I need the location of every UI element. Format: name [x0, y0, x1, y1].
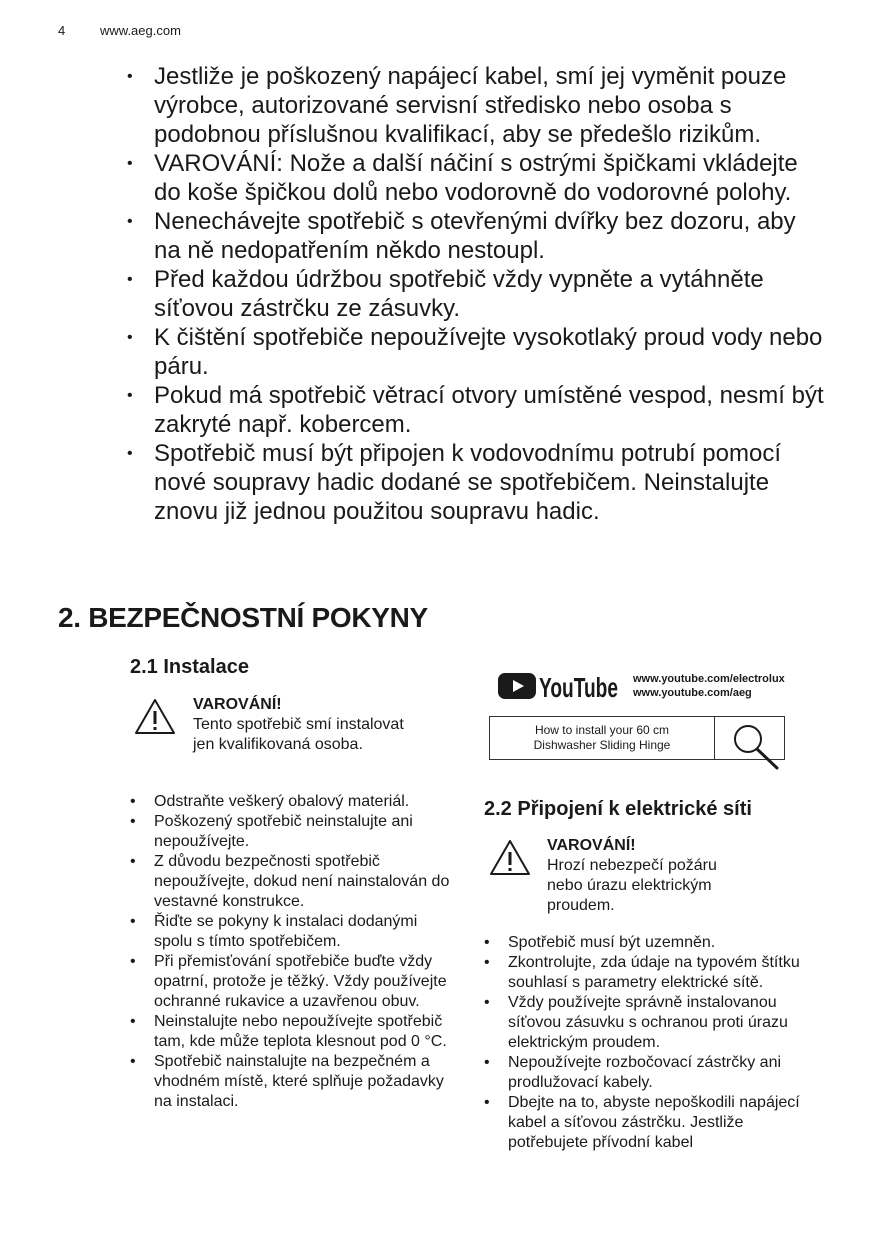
list-item: • Nepoužívejte rozbočovací zástrčky ani prodlužovací kabely. — [482, 1053, 812, 1093]
warning-triangle-icon — [134, 698, 176, 736]
list-item: • Řiďte se pokyny k instalaci dodanými spolu s tímto spotřebičem. — [128, 912, 458, 952]
video-search-box[interactable] — [489, 716, 785, 760]
installation-heading: 2.1 Instalace — [130, 656, 249, 678]
warning-title: VAROVÁNÍ! — [193, 696, 282, 713]
list-item: • Spotřebič musí být připojen k vodovodnímu potrubí pomocí nové soupravy hadic dodané se spotřebičem. Neinstalujte znovu již jednou použitou soupravu hadic. — [127, 439, 827, 526]
search-query-line: How to install your 60 cm — [534, 723, 670, 737]
intro-bullet-list — [127, 62, 827, 526]
youtube-urls — [633, 672, 785, 700]
search-query — [490, 723, 714, 753]
list-item: • Vždy používejte správně instalovanou síťovou zásuvku s ochranou proti úrazu elektrickým proudem. — [482, 993, 812, 1053]
electrical-bullet-list — [482, 933, 812, 1153]
list-item: • Před každou údržbou spotřebič vždy vypněte a vytáhněte síťovou zástrčku ze zásuvky. — [127, 265, 827, 323]
list-item: • Spotřebič nainstalujte na bezpečném a vhodném místě, které splňuje požadavky na instalaci. — [128, 1052, 458, 1112]
installation-bullet-list — [128, 792, 458, 1112]
section-title: 2. BEZPEČNOSTNÍ POKYNY — [58, 602, 428, 633]
youtube-wordmark: YouTube — [539, 672, 618, 703]
list-item: • Dbejte na to, abyste nepoškodili napájecí kabel a síťovou zástrčku. Jestliže potřebujete přívodní kabel — [482, 1093, 812, 1153]
list-item: • Zkontrolujte, zda údaje na typovém štítku souhlasí s parametry elektrické sítě. — [482, 953, 812, 993]
list-item: • Neinstalujte nebo nepoužívejte spotřebič tam, kde může teplota klesnout pod 0 °C. — [128, 1012, 458, 1052]
search-query-line: Dishwasher Sliding Hinge — [533, 738, 671, 752]
list-item: • Jestliže je poškozený napájecí kabel, smí jej vyměnit pouze výrobce, autorizované servisní středisko nebo osoba s podobnou příslušnou kvalifikací, aby se předešlo rizikům. — [127, 62, 827, 149]
list-item: • Spotřebič musí být uzemněn. — [482, 933, 812, 953]
page-header — [58, 23, 181, 38]
magnifier-icon[interactable] — [730, 721, 784, 771]
website-link[interactable]: www.aeg.com — [100, 23, 181, 38]
list-item: • Poškozený spotřebič neinstalujte ani nepoužívejte. — [128, 812, 458, 852]
warning-title: VAROVÁNÍ! — [547, 837, 636, 854]
list-item: • Z důvodu bezpečnosti spotřebič nepoužívejte, dokud není nainstalován do vestavné konstrukce. — [128, 852, 458, 912]
warning-text: Tento spotřebič smí instalovat jen kvalifikovaná osoba. — [193, 716, 404, 753]
warning-text: Hrozí nebezpečí požáru nebo úrazu elektrickým proudem. — [547, 857, 717, 914]
list-item: • Nenechávejte spotřebič s otevřenými dvířky bez dozoru, aby na ně nedopatřením někdo nestoupl. — [127, 207, 827, 265]
youtube-url-aeg[interactable]: www.youtube.com/aeg — [633, 687, 752, 699]
list-item: • Při přemisťování spotřebiče buďte vždy opatrní, protože je těžký. Vždy používejte ochranné rukavice a uzavřenou obuv. — [128, 952, 458, 1012]
youtube-logo — [498, 670, 622, 707]
list-item: • VAROVÁNÍ: Nože a další náčiní s ostrými špičkami vkládejte do koše špičkou dolů nebo vodorovně do vodorovné polohy. — [127, 149, 827, 207]
youtube-url-electrolux[interactable]: www.youtube.com/electrolux — [633, 673, 785, 685]
youtube-play-icon — [498, 673, 536, 699]
page-number: 4 — [58, 23, 66, 38]
electrical-warning — [489, 835, 789, 915]
search-divider — [714, 717, 715, 759]
list-item: • Pokud má spotřebič větrací otvory umístěné vespod, nesmí být zakryté např. kobercem. — [127, 381, 827, 439]
list-item: • K čištění spotřebiče nepoužívejte vysokotlaký proud vody nebo páru. — [127, 323, 827, 381]
list-item: • Odstraňte veškerý obalový materiál. — [128, 792, 458, 812]
electrical-heading: 2.2 Připojení k elektrické síti — [484, 798, 752, 820]
warning-triangle-icon — [489, 839, 531, 877]
installation-warning — [134, 694, 434, 774]
